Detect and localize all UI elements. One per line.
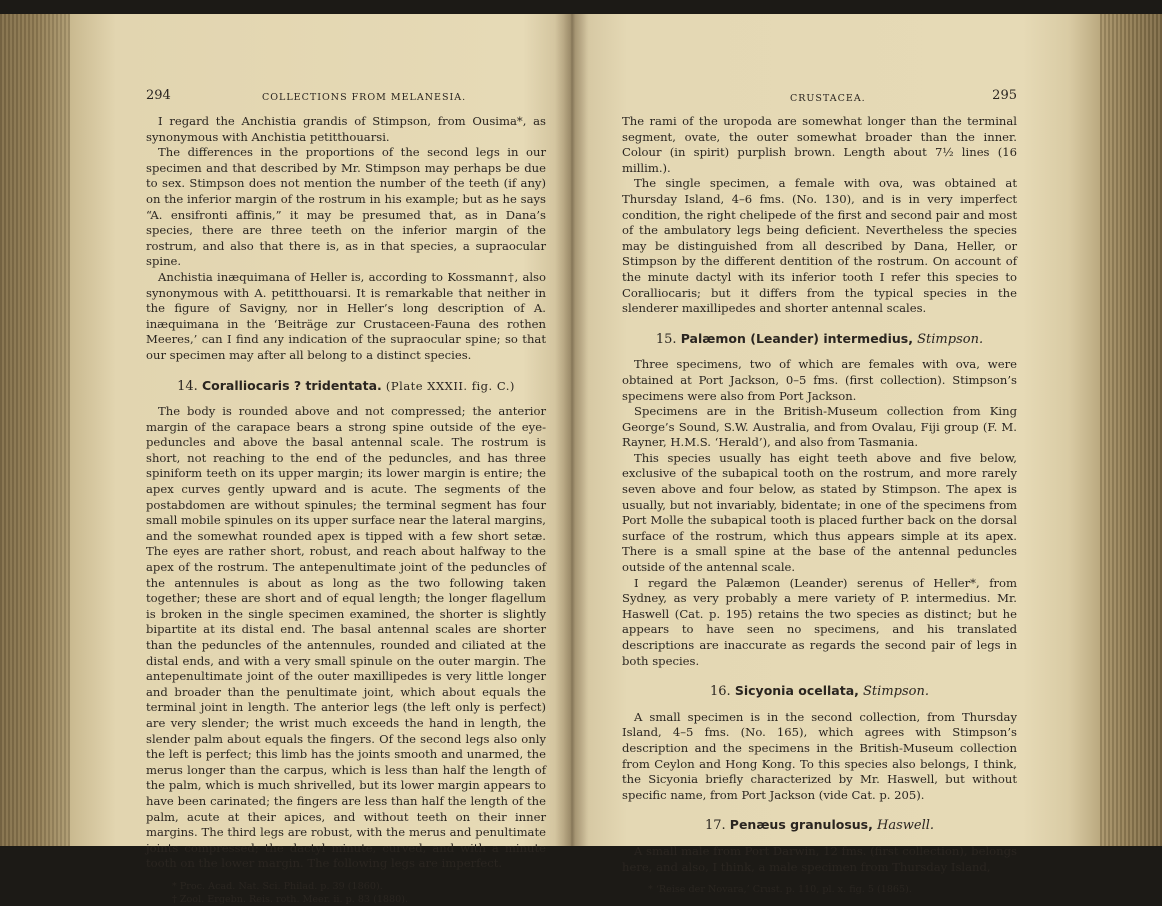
left-paragraph-2: The differences in the proportions of the second legs in our specimen and that described by Mr. Stimpson may perhaps be due to sex. Stimpson does not mention the number of the teeth (if any) on the inferior margin of the rostrum in his example; but as he says “A. ensifronti affinis,” it may be presumed that, as in Dana’s species, there are three teeth on the inferior margin of the rostrum, and also that there is, as in that species, a supraocular spine.	[146, 145, 546, 269]
right-paragraph-3: Three specimens, two of which are females with ova, were obtained at Port Jackson, 0–5 fms. (first collection). Stimpson’s specimens were also from Port Jackson.	[622, 357, 1017, 403]
right-page-edges	[1100, 14, 1162, 846]
right-paragraph-4: Specimens are in the British-Museum collection from King George’s Sound, S.W. Australia, and from Ovalau, Fiji group (F. M. Rayner, H.M.S. ‘Herald’), and also from Tasmania.	[622, 404, 1017, 450]
footnote: * ‘Reise der Novara,’ Crust. p. 110, pl. x. fig. 5 (1865).	[648, 884, 912, 896]
left-footnotes	[146, 880, 546, 906]
footnote: * Proc. Acad. Nat. Sci. Philad. p. 39 (1860).	[172, 880, 383, 892]
right-paragraph-5: This species usually has eight teeth above and five below, exclusive of the subapical tooth on the rostrum, and more rarely seven above and four below, as stated by Stimpson. The apex is usually, but not invariably, bidentate; in one of the specimens from Port Molle the subapical tooth is placed further back on the dorsal surface of the rostrum, which thus appears simple at its apex. There is a small spine at the base of the antennal peduncles outside of the antennal scale.	[622, 450, 1017, 575]
left-paragraph-1: I regard the Anchistia grandis of Stimpson, from Ousima*, as synonymous with Anchistia petitthouarsi.	[146, 114, 546, 144]
section-heading-17	[622, 817, 1017, 834]
book-gutter	[555, 14, 589, 846]
species-name: Palæmon (Leander) intermedius,	[680, 330, 913, 346]
section-heading-15	[622, 331, 1017, 348]
section-number: 15.	[655, 331, 677, 347]
right-page-number: 295	[992, 88, 1017, 103]
species-name: Penæus granulosus,	[729, 817, 873, 833]
plate-reference: (Plate XXXII. fig. C.)	[385, 378, 515, 393]
section-heading-14	[146, 378, 546, 395]
right-running-head	[622, 88, 1017, 106]
species-name: Sicyonia ocellata,	[734, 683, 859, 699]
species-name: Coralliocaris ? tridentata.	[201, 377, 382, 393]
section-heading-16	[622, 683, 1017, 700]
section-number: 17.	[704, 818, 726, 834]
footnote: † Zool. Ergebn. Reis. roth. Meer. ii. p. 83 (1880).	[172, 893, 409, 905]
left-paragraph-3: Anchistia inæquimana of Heller is, according to Kossmann†, also synonymous with A. petitthouarsi. It is remarkable that neither in the figure of Savigny, nor in Heller’s long description of A. inæquimana in the ‘Beiträge zur Crustaceen-Fauna des rothen Meeres,’ can I find any indication of the supraocular spine; so that our specimen may after all belong to a distinct species.	[146, 269, 546, 362]
species-author: Haswell.	[877, 818, 935, 834]
right-page	[622, 88, 1017, 896]
section-number: 14.	[177, 378, 198, 394]
right-paragraph-7: A small specimen is in the second collection, from Thursday Island, 4–5 fms. (No. 165), which agrees with Stimpson’s description and the specimens in the British-Museum collection from Ceylon and Hong Kong. To this species also belongs, I think, the Sicyonia briefly characterized by Mr. Haswell, but without specific name, from Port Jackson (vide Cat. p. 205).	[622, 709, 1017, 802]
right-running-title: CRUSTACEA.	[790, 93, 866, 104]
right-paragraph-2: The single specimen, a female with ova, was obtained at Thursday Island, 4–6 fms. (No. 130), and is in very imperfect condition, the right chelipede of the first and second pair and most of the ambulatory legs being deficient. Nevertheless the species may be distinguished from all described by Dana, Heller, or Stimpson by the different dentition of the rostrum. On account of the minute dactyl with its inferior tooth I refer this species to Coralliocaris; but it differs from the typical species in the slenderer maxillipedes and shorter antennal scales.	[622, 176, 1017, 316]
left-running-title: COLLECTIONS FROM MELANESIA.	[262, 92, 467, 103]
species-author: Stimpson.	[917, 331, 984, 347]
left-page-edges	[0, 14, 70, 846]
left-paragraph-4: The body is rounded above and not compressed; the anterior margin of the carapace bears a strong spine outside of the eye-peduncles and above the basal antennal scale. The rostrum is short, not reaching to the end of the peduncles, and has three spiniform teeth on its upper margin; its lower margin is entire; the apex curves gently upward and is acute. The segments of the postabdomen are without spinules; the terminal segment has four small mobile spinules on its upper surface near the lateral margins, and the somewhat rounded apex is tipped with a few short setæ. The eyes are rather short, robust, and reach about halfway to the apex of the rostrum. The antepenultimate joint of the peduncles of the antennules is about as long as the two following taken together; these are short and of equal length; the longer flagellum is broken in the single specimen examined, the shorter is slightly bipartite at its distal end. The basal antennal scales are shorter than the peduncles of the antennules, rounded and ciliated at the distal ends, and with a very small spinule on the outer margin. The antepenultimate joint of the outer maxillipedes is very little longer and broader than the penultimate joint, which about equals the terminal joint in length. The anterior legs (the left only is perfect) are very slender; the wrist much exceeds the hand in length, the slender palm about equals the fingers. Of the second legs also only the left is perfect; this limb has the joints smooth and unarmed, the merus longer than the carpus, which is less than half the length of the palm, which is much shrivelled, but its lower margin appears to have been carinated; the fingers are less than half the length of the palm, acute at their apices, and without teeth on their inner margins. The third legs are robust, with the merus and penultimate joints compressed; the dactyl minute, curved, and with a minute tooth on the lower margin. The following legs are imperfect.	[146, 404, 546, 871]
left-running-head	[146, 88, 546, 106]
right-paragraph-8: A small male from Port Darwin, 12 fms. (first collection), belongs here, and also, I think, a male specimen from Thursday Island,	[622, 843, 1017, 874]
left-page-number: 294	[146, 88, 171, 103]
right-footnotes	[622, 883, 1017, 896]
section-number: 16.	[710, 684, 731, 700]
right-paragraph-6: I regard the Palæmon (Leander) serenus of Heller*, from Sydney, as very probably a mere variety of P. intermedius. Mr. Haswell (Cat. p. 195) retains the two species as distinct; but he appears to have seen no specimens, and his translated descriptions are inaccurate as regards the second pair of legs in both species.	[622, 575, 1017, 668]
species-author: Stimpson.	[863, 684, 929, 700]
right-paragraph-1: The rami of the uropoda are somewhat longer than the terminal segment, ovate, the outer somewhat broader than the inner. Colour (in spirit) purplish brown. Length about 7½ lines (16 millim.).	[622, 114, 1017, 175]
left-page	[146, 88, 546, 906]
